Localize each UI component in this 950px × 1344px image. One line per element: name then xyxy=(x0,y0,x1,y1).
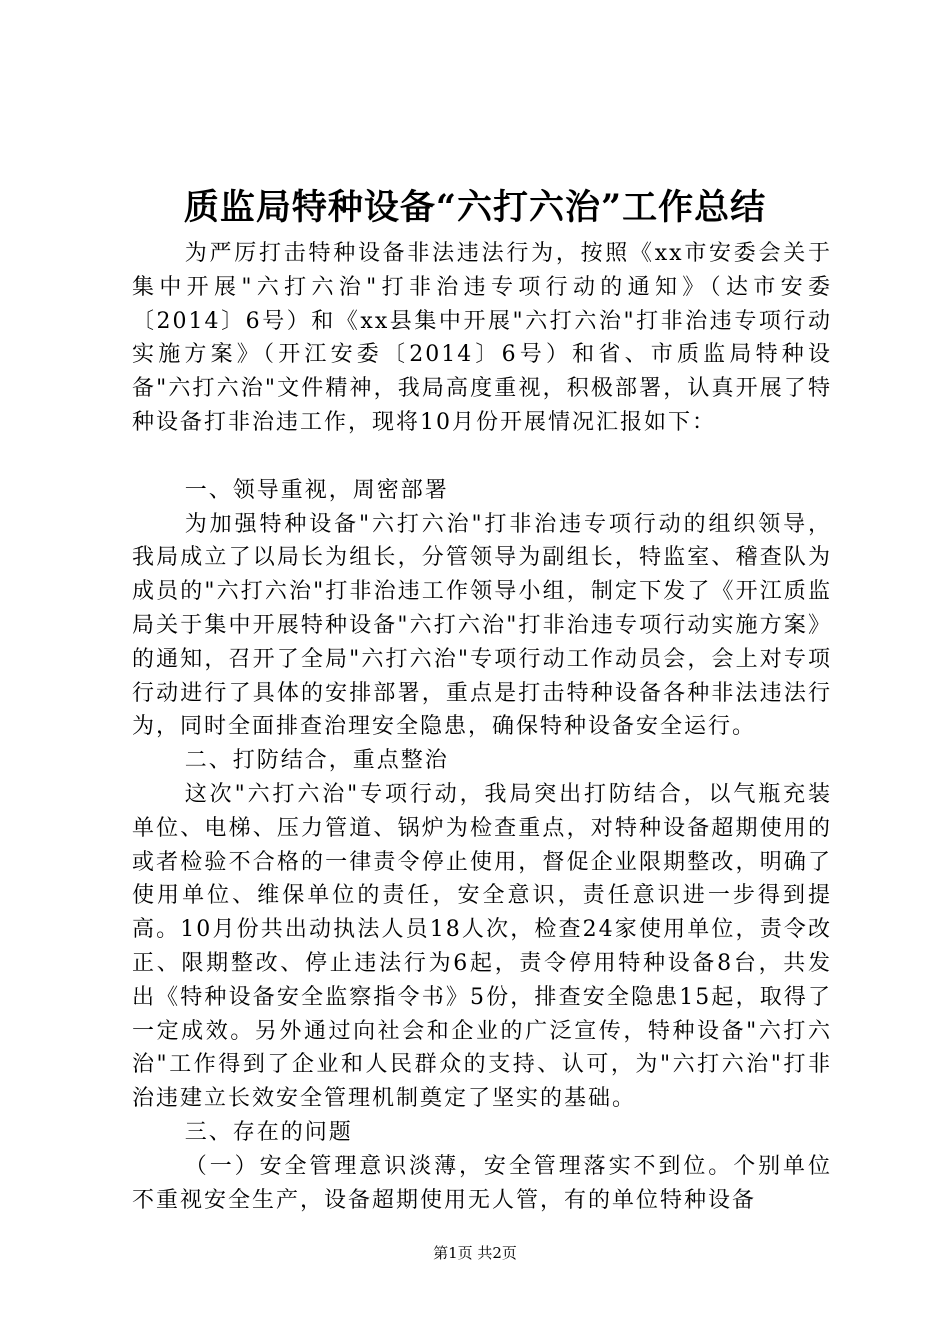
section-heading-2: 二、打防结合，重点整治 xyxy=(184,748,449,774)
section-heading-3: 三、存在的问题 xyxy=(184,1119,353,1145)
section-paragraph-1: 为加强特种设备"六打六治"打非治违专项行动的组织领导，我局成立了以局长为组长，分管领导为副组长，特监室、稽查队为成员的"六打六治"打非治违工作领导小组，制定下发了《开江质监局关于集中开展特种设备"六打六治"打非治违专项行动实施方案》的通知，召开了全局"六打六治"专项行动工作动员会，会上对专项行动进行了具体的安排部署，重点是打击特种设备各种非法违法行为，同时全面排查治理安全隐患，确保特种设备安全运行。 xyxy=(132,511,832,740)
section-paragraph-2: 这次"六打六治"专项行动，我局突出打防结合，以气瓶充装单位、电梯、压力管道、锅炉为检查重点，对特种设备超期使用的或者检验不合格的一律责令停止使用，督促企业限期整改，明确了使用单位、维保单位的责任，安全意识，责任意识进一步得到提高。10月份共出动执法人员18人次，检查24家使用单位，责令改正、限期整改、停止违法行为6起，责令停用特种设备8台，共发出《特种设备安全监察指令书》5份，排查安全隐患15起，取得了一定成效。另外通过向社会和企业的广泛宣传，特种设备"六打六治"工作得到了企业和人民群众的支持、认可，为"六打六治"打非治违建立长效安全管理机制奠定了坚实的基础。 xyxy=(132,781,832,1112)
document-body xyxy=(132,237,832,1217)
document-title: 质监局特种设备“六打六治”工作总结 xyxy=(183,187,767,228)
section-paragraph-3: （一）安全管理意识淡薄，安全管理落实不到位。个别单位不重视安全生产，设备超期使用无人管，有的单位特种设备 xyxy=(132,1153,832,1213)
page-footer: 第1页 共2页 xyxy=(433,1244,517,1262)
section-heading-1: 一、领导重视，周密部署 xyxy=(184,477,449,503)
intro-paragraph: 为严厉打击特种设备非法违法行为，按照《xx市安委会关于集中开展"六打六治"打非治违专项行动的通知》（达市安委〔2014〕6号）和《xx县集中开展"六打六治"打非治违专项行动实施方案》（开江安委〔2014〕6号）和省、市质监局特种设备"六打六治"文件精神，我局高度重视，积极部署，认真开展了特种设备打非治违工作，现将10月份开展情况汇报如下： xyxy=(132,241,832,435)
